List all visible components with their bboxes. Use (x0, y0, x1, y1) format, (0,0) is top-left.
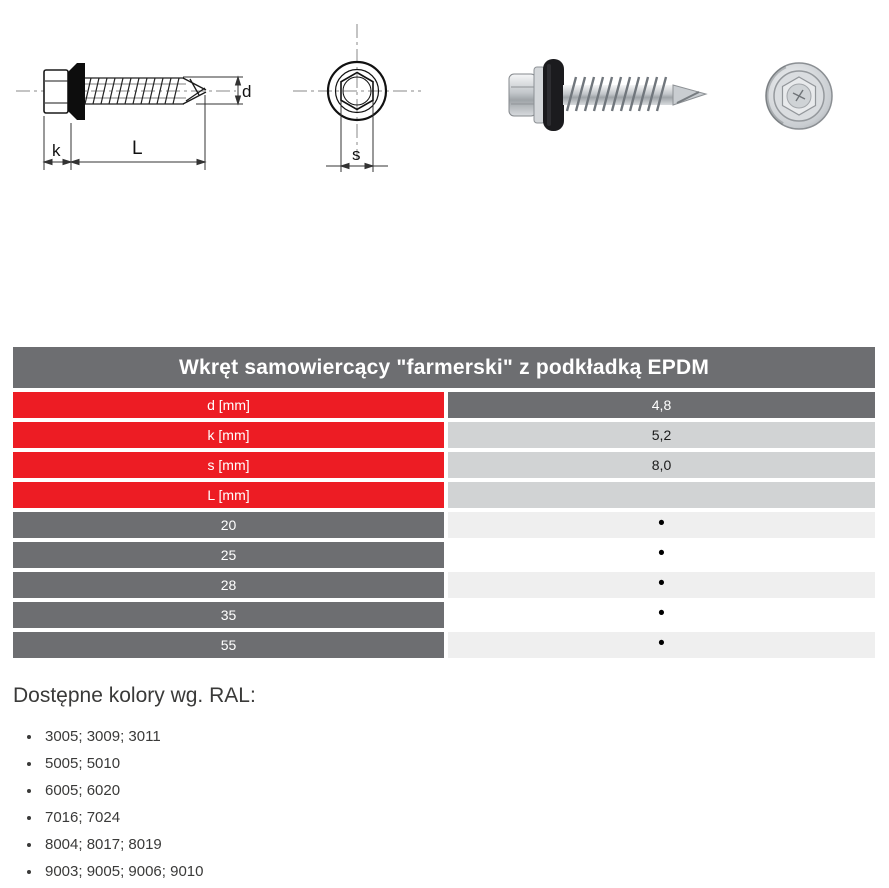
length-label: 25 (13, 542, 444, 568)
availability-marker: • (448, 632, 875, 658)
table-row (13, 422, 875, 448)
technical-drawing (0, 0, 445, 310)
table-row (13, 452, 875, 478)
table-row (13, 542, 875, 568)
spec-label: L [mm] (13, 482, 444, 508)
table-row (13, 392, 875, 418)
spec-value: 5,2 (448, 422, 875, 448)
availability-marker: • (448, 572, 875, 598)
spec-value: 4,8 (448, 392, 875, 418)
table-title: Wkręt samowiercący "farmerski" z podkładką EPDM (13, 347, 875, 388)
product-photo (479, 28, 889, 173)
photo-hex-head (509, 74, 536, 116)
dim-label-L: L (132, 138, 143, 159)
colors-list (42, 728, 889, 880)
length-label: 20 (13, 512, 444, 538)
figures-area (0, 0, 889, 347)
availability-marker: • (448, 602, 875, 628)
colors-heading: Dostępne kolory wg. RAL: (13, 684, 256, 707)
spec-label: d [mm] (13, 392, 444, 418)
availability-marker: • (448, 542, 875, 568)
dim-label-s: s (352, 145, 361, 164)
spec-label: k [mm] (13, 422, 444, 448)
photo-screw-side (509, 59, 706, 131)
availability-marker: • (448, 512, 875, 538)
list-item: • 6005; 6020 (42, 782, 889, 799)
length-label: 28 (13, 572, 444, 598)
table-row (13, 632, 875, 658)
table-row (13, 572, 875, 598)
dim-label-d: d (242, 82, 252, 101)
photo-epdm-washer (543, 59, 564, 131)
table-row (13, 512, 875, 538)
list-item: • 3005; 3009; 3011 (42, 728, 889, 745)
list-item: • 8004; 8017; 8019 (42, 836, 889, 853)
spec-label: s [mm] (13, 452, 444, 478)
spec-table (13, 347, 875, 658)
dim-label-k: k (52, 141, 61, 160)
length-label: 35 (13, 602, 444, 628)
drawing-epdm-washer (68, 63, 85, 120)
photo-screw-top (755, 52, 842, 139)
length-label: 55 (13, 632, 444, 658)
spec-value: 8,0 (448, 452, 875, 478)
list-item: • 9003; 9005; 9006; 9010 (42, 863, 889, 880)
list-item: • 7016; 7024 (42, 809, 889, 826)
spec-value (448, 482, 875, 508)
table-row (13, 602, 875, 628)
table-row (13, 482, 875, 508)
list-item: • 5005; 5010 (42, 755, 889, 772)
drawing-hex-head (44, 70, 68, 113)
colors-section (13, 684, 889, 880)
